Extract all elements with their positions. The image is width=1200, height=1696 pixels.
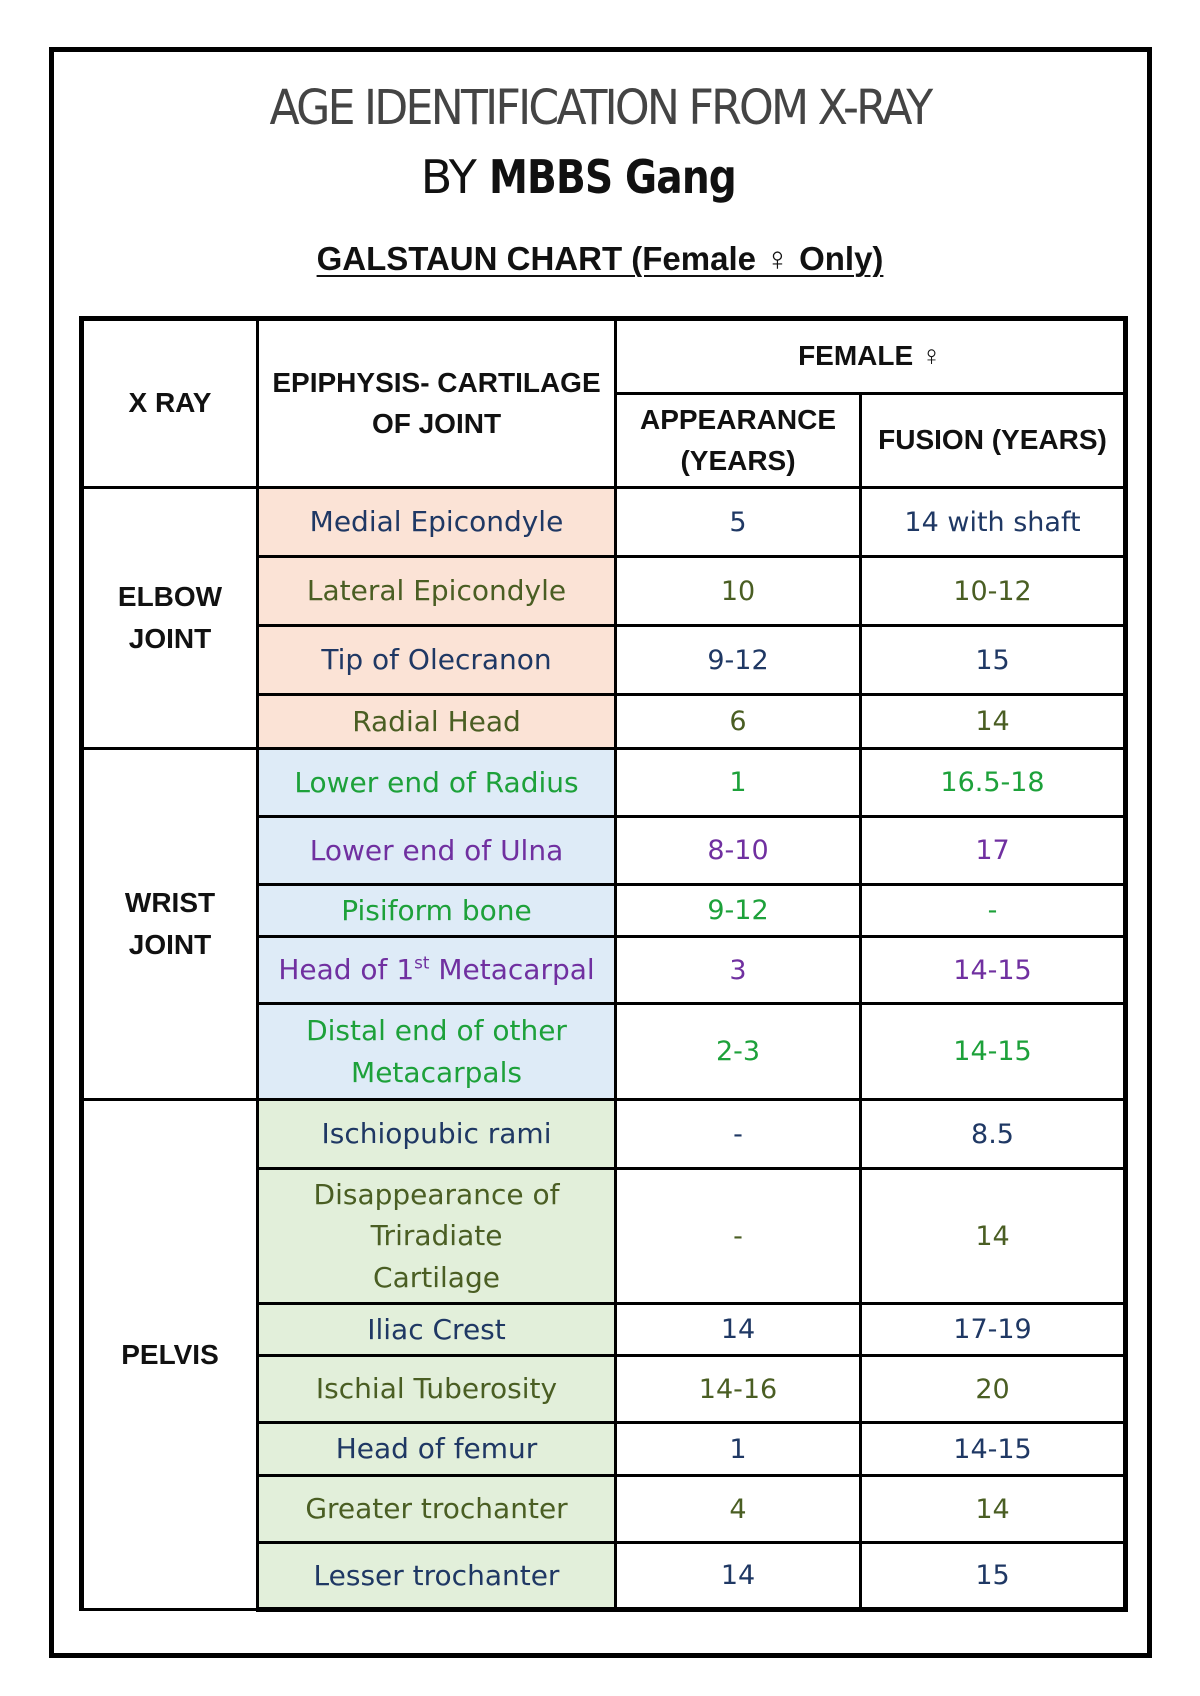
- fusion-cell: 17-19: [861, 1304, 1126, 1356]
- appearance-cell: 14-16: [616, 1356, 861, 1423]
- fusion-cell: 20: [861, 1356, 1126, 1423]
- header-epiphysis: EPIPHYSIS- CARTILAGE OF JOINT: [258, 319, 616, 488]
- byline-by: BY: [420, 150, 476, 204]
- appearance-cell: -: [616, 1169, 861, 1304]
- fusion-cell: 14-15: [861, 1423, 1126, 1476]
- appearance-cell: 1: [616, 1423, 861, 1476]
- region-pelvis: PELVIS: [82, 1100, 258, 1610]
- header-appearance: APPEARANCE (YEARS): [616, 394, 861, 488]
- part-cell: Head of femur: [258, 1423, 616, 1476]
- part-cell: Greater trochanter: [258, 1476, 616, 1543]
- fusion-cell: 14 with shaft: [861, 488, 1126, 557]
- part-cell: Medial Epicondyle: [258, 488, 616, 557]
- fusion-cell: 14: [861, 1169, 1126, 1304]
- page-title: AGE IDENTIFICATION FROM X-RAY: [269, 80, 931, 136]
- fusion-cell: 14: [861, 1476, 1126, 1543]
- part-cell: Head of 1st Metacarpal: [258, 937, 616, 1004]
- part-cell: Lower end of Ulna: [258, 817, 616, 885]
- part-cell: Iliac Crest: [258, 1304, 616, 1356]
- fusion-cell: 14-15: [861, 1004, 1126, 1100]
- part-cell: Lower end of Radius: [258, 749, 616, 817]
- fusion-cell: 15: [861, 1543, 1126, 1610]
- header-xray: X RAY: [82, 319, 258, 488]
- byline: [0, 150, 1200, 204]
- fusion-cell: 14-15: [861, 937, 1126, 1004]
- fusion-cell: 10-12: [861, 557, 1126, 626]
- table-row: [82, 749, 1126, 817]
- appearance-cell: 14: [616, 1543, 861, 1610]
- appearance-cell: -: [616, 1100, 861, 1169]
- region-elbow: ELBOW JOINT: [82, 488, 258, 749]
- appearance-cell: 1: [616, 749, 861, 817]
- fusion-cell: 15: [861, 626, 1126, 695]
- fusion-cell: 16.5-18: [861, 749, 1126, 817]
- appearance-cell: 14: [616, 1304, 861, 1356]
- appearance-cell: 10: [616, 557, 861, 626]
- appearance-cell: 8-10: [616, 817, 861, 885]
- part-cell: Disappearance of Triradiate Cartilage: [258, 1169, 616, 1304]
- header-female: FEMALE ♀: [616, 319, 1126, 394]
- fusion-cell: 8.5: [861, 1100, 1126, 1169]
- brand-name: MBBS Gang: [488, 150, 736, 204]
- fusion-cell: 17: [861, 817, 1126, 885]
- part-cell: Ischiopubic rami: [258, 1100, 616, 1169]
- part-cell: Pisiform bone: [258, 885, 616, 937]
- chart-subtitle: [0, 240, 1200, 278]
- part-cell: Lesser trochanter: [258, 1543, 616, 1610]
- appearance-cell: 6: [616, 695, 861, 749]
- appearance-cell: 5: [616, 488, 861, 557]
- chart-subtitle-text: GALSTAUN CHART (Female ♀ Only): [316, 240, 884, 277]
- appearance-cell: 2-3: [616, 1004, 861, 1100]
- part-cell: Distal end of other Metacarpals: [258, 1004, 616, 1100]
- part-cell: Ischial Tuberosity: [258, 1356, 616, 1423]
- part-cell: Lateral Epicondyle: [258, 557, 616, 626]
- appearance-cell: 9-12: [616, 885, 861, 937]
- region-wrist: WRIST JOINT: [82, 749, 258, 1100]
- appearance-cell: 9-12: [616, 626, 861, 695]
- part-cell: Tip of Olecranon: [258, 626, 616, 695]
- appearance-cell: 4: [616, 1476, 861, 1543]
- header-fusion: FUSION (YEARS): [861, 394, 1126, 488]
- fusion-cell: -: [861, 885, 1126, 937]
- galstaun-table: [79, 316, 1128, 1612]
- table-row: [82, 1100, 1126, 1169]
- part-cell: Radial Head: [258, 695, 616, 749]
- appearance-cell: 3: [616, 937, 861, 1004]
- fusion-cell: 14: [861, 695, 1126, 749]
- table-row: [82, 488, 1126, 557]
